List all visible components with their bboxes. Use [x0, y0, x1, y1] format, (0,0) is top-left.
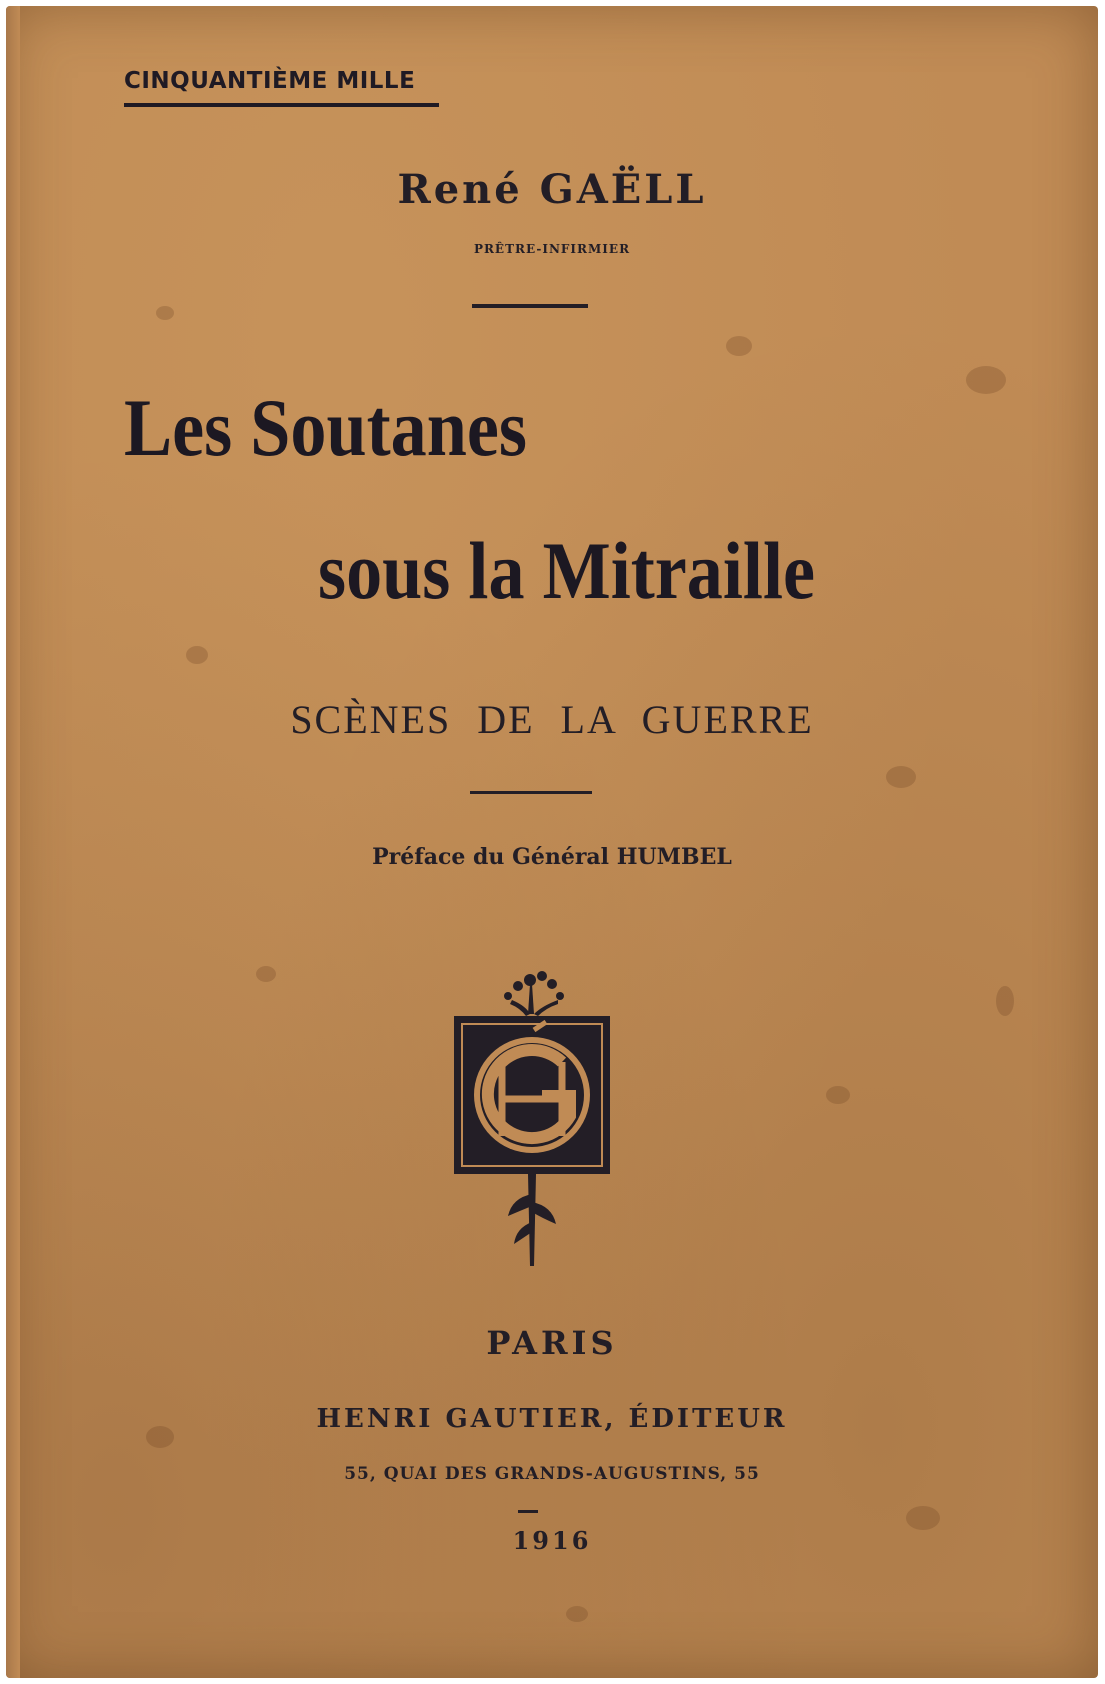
preface-line: Préface du Général HUMBEL	[372, 844, 732, 870]
title-line-2: sous la Mitraille	[318, 525, 816, 616]
edition-underline	[124, 103, 439, 107]
publication-year: 1916	[512, 1526, 592, 1555]
foxing-spot	[726, 336, 752, 356]
foxing-spot	[886, 766, 916, 788]
foxing-spot	[996, 986, 1014, 1016]
author-role: PRÊTRE-INFIRMIER	[473, 242, 631, 256]
foxing-spot	[826, 1086, 850, 1104]
foxing-spot	[256, 966, 276, 982]
edition-label: CINQUANTIÈME MILLE	[124, 68, 416, 94]
foxing-spot	[156, 306, 174, 320]
publisher-address: 55, QUAI DES GRANDS-AUGUSTINS, 55	[344, 1464, 760, 1484]
foxing-spot	[966, 366, 1006, 394]
foxing-spot	[186, 646, 208, 664]
book-cover	[6, 6, 1098, 1678]
divider-rule	[470, 791, 592, 794]
publication-city: PARIS	[486, 1324, 618, 1362]
divider-rule	[472, 304, 588, 308]
author-name: René GAËLL	[397, 166, 707, 213]
publisher-monogram-icon	[442, 966, 622, 1266]
subtitle: SCÈNES DE LA GUERRE	[290, 697, 814, 742]
publisher-name: HENRI GAUTIER, ÉDITEUR	[316, 1404, 788, 1434]
foxing-spot	[566, 1606, 588, 1622]
divider-rule	[518, 1510, 538, 1513]
title-line-1: Les Soutanes	[124, 382, 527, 473]
